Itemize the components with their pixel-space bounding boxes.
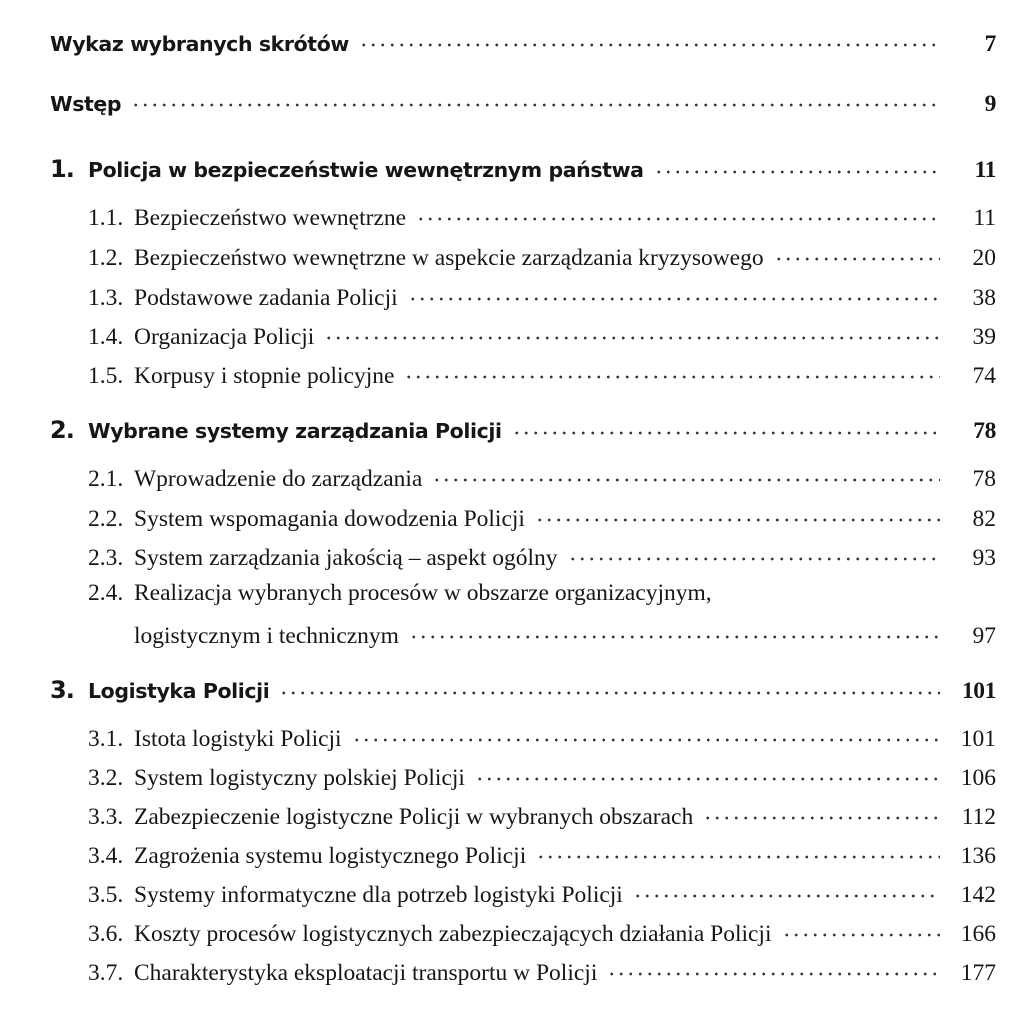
chapter-title: Logistyka Policji — [88, 679, 270, 703]
page-number: 136 — [960, 842, 996, 869]
toc-section-3-2 — [0, 761, 1032, 792]
leader-dots — [568, 541, 940, 565]
leader-dots — [535, 502, 940, 526]
leader-dots — [432, 462, 940, 486]
section-label: Wprowadzenie do zarządzania — [134, 465, 423, 492]
page-number: 82 — [972, 505, 996, 532]
page-number: 78 — [972, 465, 996, 492]
leader-dots — [409, 619, 940, 643]
section-number: 3.1. — [88, 725, 124, 752]
toc-section-1-5 — [0, 359, 1032, 390]
section-label: Korpusy i stopnie policyjne — [134, 362, 395, 389]
toc-section-1-2 — [0, 241, 1032, 272]
toc-section-2-3 — [0, 541, 1032, 572]
toc-section-3-3 — [0, 800, 1032, 831]
section-label: Koszty procesów logistycznych zabezpieczających działania Policji — [134, 920, 772, 947]
leader-dots — [654, 157, 940, 178]
page-number: 142 — [960, 881, 996, 908]
toc-section-3-4 — [0, 839, 1032, 870]
section-number: 1.4. — [88, 323, 124, 350]
toc-entry-abbreviations — [0, 30, 1032, 58]
section-number: 1.1. — [88, 204, 124, 231]
toc-section-1-3 — [0, 281, 1032, 312]
section-number: 3.7. — [88, 959, 124, 986]
section-number: 3.4. — [88, 842, 124, 869]
page-number: 101 — [961, 678, 996, 704]
leader-dots — [131, 90, 940, 111]
section-label: Podstawowe zadania Policji — [134, 284, 398, 311]
section-label: Realizacja wybranych procesów w obszarze organizacyjnym, — [134, 580, 712, 606]
toc-section-3-7 — [0, 956, 1032, 987]
section-number: 3.5. — [88, 881, 124, 908]
section-number: 1.2. — [88, 244, 124, 271]
toc-section-1-1 — [0, 201, 1032, 232]
toc-chapter-2 — [0, 416, 1032, 445]
page-number: 39 — [972, 323, 996, 350]
section-label: Bezpieczeństwo wewnętrzne — [134, 204, 407, 231]
page-number: 166 — [960, 920, 996, 947]
section-label: System wspomagania dowodzenia Policji — [134, 505, 525, 532]
section-number: 2.1. — [88, 465, 124, 492]
section-number: 2.3. — [88, 544, 124, 571]
section-number: 3.2. — [88, 764, 124, 791]
section-number: 1.5. — [88, 362, 124, 389]
leader-dots — [633, 878, 940, 902]
chapter-number: 3. — [50, 676, 74, 704]
section-number: 2.4. — [88, 580, 124, 606]
toc-section-3-6 — [0, 917, 1032, 948]
leader-dots — [782, 917, 941, 941]
page-number: 38 — [972, 284, 996, 311]
section-label: Istota logistyki Policji — [134, 725, 342, 752]
chapter-number: 2. — [50, 416, 74, 444]
leader-dots — [408, 281, 940, 305]
toc-entry-intro — [0, 90, 1032, 118]
leader-dots — [607, 956, 940, 980]
section-number: 3.6. — [88, 920, 124, 947]
leader-dots — [774, 241, 940, 265]
chapter-title: Policja w bezpieczeństwie wewnętrznym państwa — [88, 158, 644, 182]
entry-label: Wykaz wybranych skrótów — [50, 31, 349, 56]
page-number: 93 — [972, 544, 996, 571]
toc-chapter-3 — [0, 676, 1032, 705]
page-number: 9 — [984, 90, 996, 117]
leader-dots — [279, 678, 940, 699]
entry-label: Wstęp — [50, 91, 122, 116]
section-label: System zarządzania jakością – aspekt ogólny — [134, 544, 558, 571]
page-number: 74 — [972, 362, 996, 389]
section-number: 3.3. — [88, 803, 124, 830]
section-label: Systemy informatyczne dla potrzeb logistyki Policji — [134, 881, 623, 908]
page-number: 101 — [960, 725, 996, 752]
toc-section-3-1 — [0, 722, 1032, 753]
section-label: Bezpieczeństwo wewnętrzne w aspekcie zarządzania kryzysowego — [134, 244, 764, 271]
leader-dots — [703, 800, 940, 824]
leader-dots — [404, 359, 940, 383]
section-number: 1.3. — [88, 284, 124, 311]
chapter-number: 1. — [50, 155, 74, 183]
page-number: 106 — [960, 764, 996, 791]
leader-dots — [536, 839, 940, 863]
leader-dots — [352, 722, 940, 746]
toc-section-2-4-line-2 — [0, 619, 1032, 650]
section-label: Zabezpieczenie logistyczne Policji w wybranych obszarach — [134, 803, 694, 830]
page-number: 11 — [974, 157, 996, 183]
leader-dots — [512, 418, 940, 439]
toc-section-2-1 — [0, 462, 1032, 493]
section-label: Charakterystyka eksploatacji transportu w Policji — [134, 959, 598, 986]
page-number: 112 — [961, 803, 996, 830]
section-label: Zagrożenia systemu logistycznego Policji — [134, 842, 527, 869]
chapter-title: Wybrane systemy zarządzania Policji — [88, 419, 502, 443]
leader-dots — [324, 320, 940, 344]
page-number: 177 — [960, 959, 996, 986]
page-number: 97 — [972, 622, 996, 649]
section-label: System logistyczny polskiej Policji — [134, 764, 465, 791]
section-number: 2.2. — [88, 505, 124, 532]
page-number: 11 — [973, 204, 996, 231]
leader-dots — [359, 30, 940, 51]
page-number: 78 — [973, 418, 996, 444]
toc-section-1-4 — [0, 320, 1032, 351]
toc-section-2-4-line-1 — [0, 580, 1032, 607]
toc-section-3-5 — [0, 878, 1032, 909]
page-number: 20 — [972, 244, 996, 271]
leader-dots — [475, 761, 940, 785]
leader-dots — [416, 201, 940, 225]
page-number: 7 — [984, 30, 996, 57]
toc-chapter-1 — [0, 155, 1032, 184]
section-label: Organizacja Policji — [134, 323, 315, 350]
toc-section-2-2 — [0, 502, 1032, 533]
section-label-continued: logistycznym i technicznym — [134, 622, 399, 649]
